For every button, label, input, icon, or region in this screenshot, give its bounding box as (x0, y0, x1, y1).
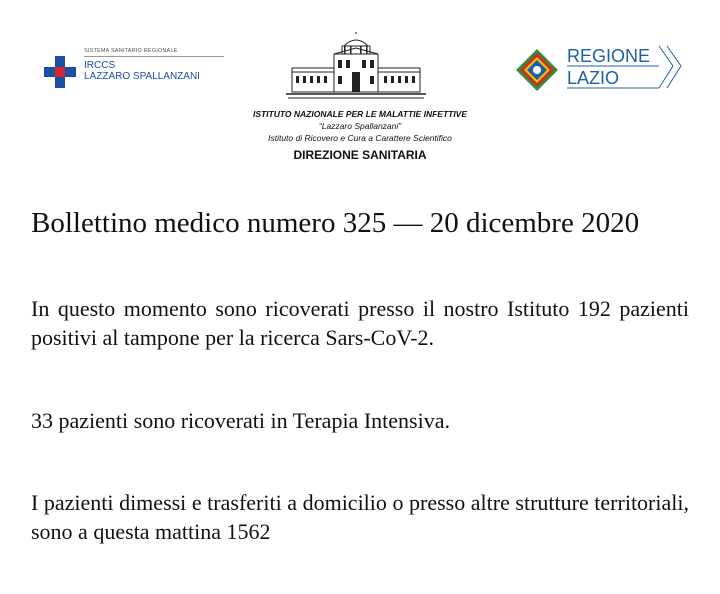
regional-emblem-icon (515, 48, 559, 92)
institute-header (200, 108, 520, 164)
org-line1: IRCCS (84, 60, 116, 71)
region-line2: LAZIO (567, 68, 620, 88)
institute-type: Istituto di Ricovero e Cura a Carattere Scientifico (268, 133, 452, 143)
bulletin-title: Bollettino medico numero 325 — 20 dicembre 2020 (31, 207, 640, 239)
bulletin-paragraph: 33 pazienti sono ricoverati in Terapia Intensiva. (31, 408, 450, 433)
institute-name: ISTITUTO NAZIONALE PER LE MALATTIE INFETTIVE (252, 109, 468, 119)
regione-lazio-logo (515, 44, 685, 92)
medical-cross-icon (44, 56, 76, 88)
region-line1: REGIONE (567, 46, 651, 66)
institute-subname: “Lazzaro Spallanzani” (318, 121, 402, 131)
department-title: DIREZIONE SANITARIA (293, 148, 427, 162)
building-facade-icon (286, 32, 426, 102)
logo-divider (84, 56, 224, 57)
bulletin-paragraph: In questo momento sono ricoverati presso il nostro Istituto 192 pazienti positivi al tampone per la ricerca Sars-CoV-2. (31, 296, 689, 350)
bulletin-paragraph: I pazienti dimessi e trasferiti a domicilio o presso altre strutture territoriali, sono a questa mattina 1562 (31, 490, 689, 544)
system-label: SISTEMA SANITARIO REGIONALE (84, 48, 178, 54)
spallanzani-logo (44, 44, 234, 94)
org-line2: LAZZARO SPALLANZANI (84, 71, 200, 82)
